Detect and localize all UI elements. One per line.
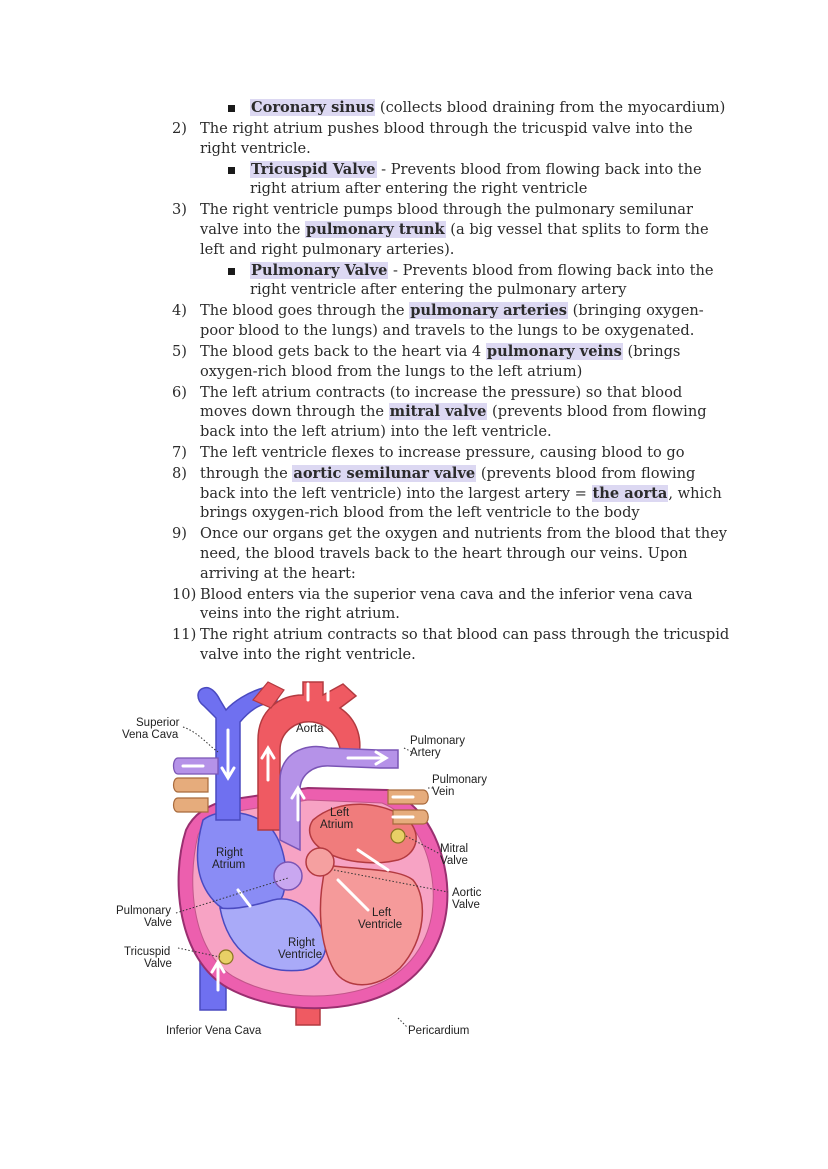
pulmonary-vein-left [174, 778, 209, 792]
label-right-atrium-2: Atrium [212, 859, 246, 871]
label-left-ventricle-2: Ventricle [358, 919, 403, 931]
bullet-text: - Prevents blood from flowing back into the right ventricle after entering the pulmonary artery [250, 261, 714, 299]
label-pericardium: Pericardium [408, 1025, 470, 1037]
label-left-atrium: Left [330, 807, 350, 819]
highlight-term: pulmonary trunk [306, 221, 445, 239]
tricuspid-valve-shape [219, 950, 233, 964]
list-item-9 [172, 524, 732, 583]
item-text-pre: The left atrium contracts (to increase the pressure) so that blood moves down through the [200, 383, 683, 421]
list-bullet-tricuspid-valve [172, 160, 732, 199]
item-text-pre: through the [200, 465, 293, 483]
label-right-atrium: Right [216, 847, 243, 859]
item-text-post: (brings oxygen-rich blood from the lungs to the left atrium) [200, 343, 681, 380]
label-mitral-valve: Mitral [440, 843, 469, 855]
pulmonary-vein-left-2 [174, 798, 209, 812]
heart-diagram [108, 670, 528, 1050]
item-number: 4) [172, 302, 187, 320]
item-number: 7) [172, 444, 187, 462]
highlight-term: Pulmonary Valve [251, 261, 388, 279]
highlight-term: aortic semilunar valve [293, 465, 476, 483]
label-right-ventricle-2: Ventricle [278, 949, 323, 961]
highlight-term: mitral valve [389, 403, 487, 421]
aortic-valve-shape [306, 848, 334, 876]
list-item-11 [172, 625, 732, 664]
label-superior-vena-cava-2: Vena Cava [122, 729, 179, 741]
label-tricuspid-valve-2: Valve [144, 958, 172, 970]
list-item-10 [172, 585, 732, 624]
highlight-term: the aorta [592, 484, 668, 502]
label-pulmonary-valve: Pulmonary [116, 905, 171, 917]
list-item-3 [172, 200, 732, 259]
highlight-term: pulmonary arteries [410, 302, 567, 320]
list-item-6 [172, 383, 732, 442]
highlight-term: pulmonary veins [486, 343, 622, 361]
item-text: The left ventricle flexes to increase pressure, causing blood to go [200, 444, 685, 462]
item-text-post: (a big vessel that splits to form the left and right pulmonary arteries). [200, 221, 709, 258]
list-item-7 [172, 443, 732, 463]
item-text: The right atrium contracts so that blood can pass through the tricuspid valve into the right ventricle. [200, 626, 730, 664]
item-text-pre: The blood goes through the [200, 302, 410, 320]
list-bullet-pulmonary-valve [172, 261, 732, 300]
item-number: 10) [172, 585, 197, 603]
bullet-text: - Prevents blood from flowing back into the right atrium after entering the right ventricle [250, 160, 702, 198]
item-text-pre: The blood gets back to the heart via 4 [200, 343, 486, 361]
item-text-post: , which brings oxygen-rich blood from the left ventricle to the body [200, 484, 722, 522]
bullet-text: (collects blood draining from the myocardium) [375, 99, 726, 116]
label-inferior-vena-cava: Inferior Vena Cava [166, 1025, 262, 1037]
label-aortic-valve: Aortic [452, 887, 482, 899]
item-number: 6) [172, 383, 187, 401]
item-number: 11) [172, 626, 197, 644]
label-pulmonary-artery: Pulmonary [410, 735, 465, 747]
label-left-atrium-2: Atrium [320, 819, 354, 831]
bullet-square-icon [228, 167, 235, 174]
list-item-5 [172, 342, 732, 381]
highlight-term: Coronary sinus [251, 99, 375, 116]
bullet-square-icon [228, 105, 235, 112]
list-item-4 [172, 301, 732, 340]
item-number: 9) [172, 525, 187, 543]
item-number: 8) [172, 465, 187, 483]
item-text-pre: The right ventricle pumps blood through the pulmonary semilunar valve into the [200, 201, 693, 239]
item-number: 2) [172, 120, 187, 138]
item-text: The right atrium pushes blood through the tricuspid valve into the right ventricle. [200, 120, 693, 157]
label-pulmonary-valve-2: Valve [144, 917, 172, 929]
label-pulmonary-artery-2: Artery [410, 747, 441, 759]
item-text: Once our organs get the oxygen and nutrients from the blood that they need, the blood travels back to the heart through our veins. Upon arriving at the heart: [200, 525, 728, 582]
label-aorta: Aorta [296, 723, 324, 735]
list-bullet-coronary-sinus [172, 98, 732, 118]
pulmonary-valve-shape [274, 862, 302, 890]
item-text-post: (prevents blood from flowing back into the left atrium) into the left ventricle. [200, 403, 707, 440]
bullet-square-icon [228, 268, 235, 275]
mitral-valve-shape [391, 829, 405, 843]
item-text-mid: (prevents blood from flowing back into the left ventricle) into the largest artery = [200, 465, 696, 502]
label-left-ventricle: Left [372, 907, 392, 919]
heart-circulation-list [172, 98, 732, 666]
item-text: Blood enters via the superior vena cava and the inferior vena cava veins into the right atrium. [200, 585, 693, 623]
label-aortic-valve-2: Valve [452, 899, 480, 911]
item-text-post: (bringing oxygen-poor blood to the lungs) and travels to the lungs to be oxygenated. [200, 302, 704, 340]
list-item-2 [172, 119, 732, 158]
label-superior-vena-cava: Superior [136, 717, 180, 729]
label-tricuspid-valve: Tricuspid [124, 946, 171, 958]
label-pulmonary-vein-2: Vein [432, 786, 455, 798]
label-right-ventricle: Right [288, 937, 315, 949]
item-number: 3) [172, 201, 187, 219]
label-mitral-valve-2: Valve [440, 855, 468, 867]
item-number: 5) [172, 343, 187, 361]
highlight-term: Tricuspid Valve [251, 160, 376, 178]
label-pulmonary-vein: Pulmonary [432, 774, 487, 786]
list-item-8 [172, 464, 732, 523]
